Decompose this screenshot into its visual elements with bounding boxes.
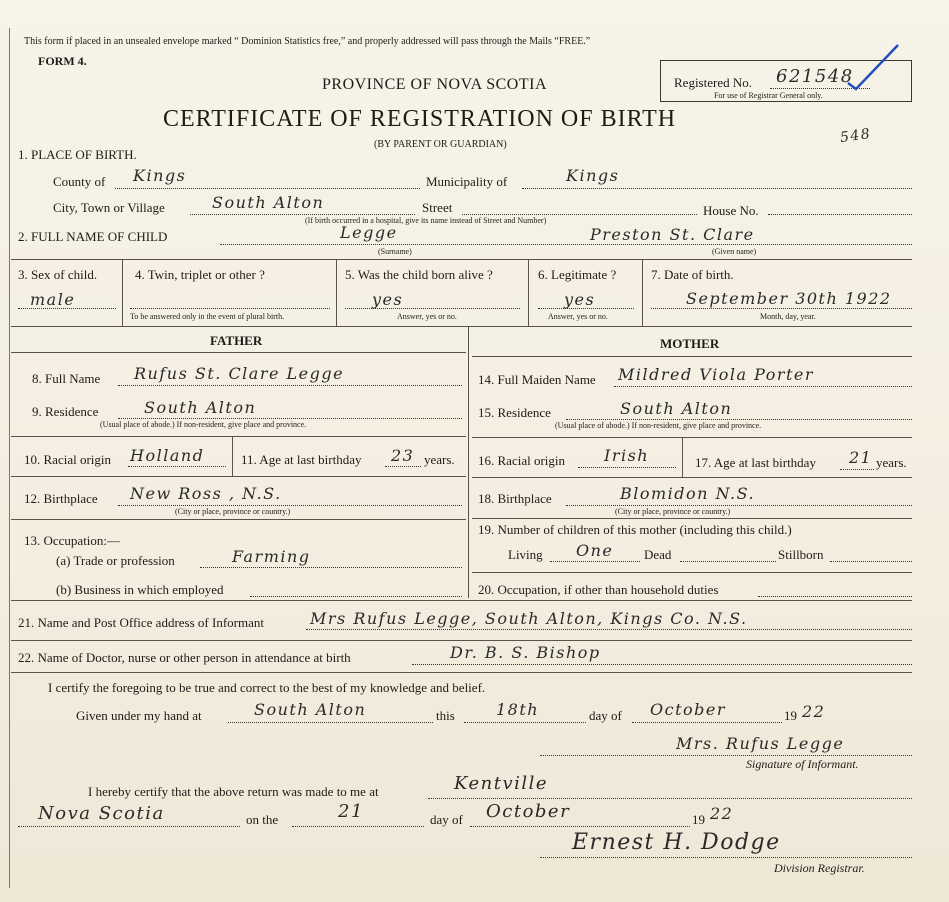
- registrar-place-line: [428, 798, 912, 799]
- mother-birthplace-line: [566, 505, 912, 506]
- father-age-label: 11. Age at last birthday: [241, 452, 362, 467]
- child-name-label: 2. FULL NAME OF CHILD: [18, 229, 168, 244]
- twin-note: To be answered only in the event of plural birth.: [130, 312, 285, 321]
- twin-line: [130, 308, 330, 309]
- date-of-birth-note: Month, day, year.: [760, 312, 816, 321]
- doctor-rule: [11, 672, 912, 673]
- row3-divider-4: [642, 259, 643, 326]
- given-place-line: [228, 722, 433, 723]
- registrar-month-value: October: [486, 801, 571, 822]
- sex-label: 3. Sex of child.: [18, 267, 98, 282]
- province-line: [18, 826, 240, 827]
- row3-divider-1: [122, 259, 123, 326]
- row3-divider-2: [336, 259, 337, 326]
- county-value: Kings: [133, 166, 187, 185]
- legitimate-note: Answer, yes or no.: [548, 312, 608, 321]
- date-of-birth-value: September 30th 1922: [686, 289, 892, 308]
- sex-value: male: [30, 290, 76, 309]
- born-alive-value: yes: [372, 290, 404, 309]
- mother-rule-3: [472, 518, 912, 519]
- certificate-subtitle: (BY PARENT OR GUARDIAN): [374, 139, 507, 150]
- county-label: County of: [53, 174, 106, 189]
- mother-racial-line: [578, 467, 676, 468]
- mother-residence-value: South Alton: [620, 399, 733, 418]
- province-heading: PROVINCE OF NOVA SCOTIA: [322, 76, 548, 93]
- given-name-note: (Given name): [712, 247, 757, 256]
- mother-birthplace-note: (City or place, province or country.): [615, 507, 731, 516]
- informant-signature: Mrs. Rufus Legge: [676, 734, 845, 753]
- business-label: (b) Business in which employed: [56, 582, 224, 597]
- born-alive-note: Answer, yes or no.: [397, 312, 457, 321]
- born-alive-label: 5. Was the child born alive ?: [345, 267, 493, 282]
- registrar-signature: Ernest H. Dodge: [572, 830, 781, 855]
- surname-note: (Surname): [378, 247, 412, 256]
- city-line: [190, 214, 415, 215]
- father-heading: FATHER: [210, 333, 263, 348]
- mother-occupation-line: [758, 596, 912, 597]
- paper-left-edge: [9, 28, 10, 888]
- father-birthplace-label: 12. Birthplace: [24, 491, 98, 506]
- mother-name-label: 14. Full Maiden Name: [478, 372, 596, 387]
- mother-age-value: 21: [849, 448, 873, 467]
- living-label: Living: [508, 547, 543, 562]
- informant-label: 21. Name and Post Office address of Informant: [18, 615, 264, 630]
- registrar-place-value: Kentville: [454, 773, 549, 794]
- mother-birthplace-value: Blomidon N.S.: [620, 484, 756, 503]
- registered-label: Registered No.: [674, 75, 752, 90]
- registrar-signature-label: Division Registrar.: [774, 861, 865, 875]
- hospital-note: (If birth occurred in a hospital, give its name instead of Street and Number): [305, 216, 547, 225]
- child-name-line: [220, 244, 912, 245]
- informant-rule: [11, 640, 912, 641]
- city-label: City, Town or Village: [53, 200, 165, 215]
- mother-racial-value: Irish: [604, 446, 650, 465]
- trade-label: (a) Trade or profession: [56, 553, 175, 568]
- father-rule-2: [11, 476, 466, 477]
- father-birthplace-value: New Ross , N.S.: [130, 484, 282, 503]
- mother-residence-note: (Usual place of abode.) If non-resident, give place and province.: [555, 421, 762, 430]
- registrar-day-line: [292, 826, 424, 827]
- date-of-birth-label: 7. Date of birth.: [651, 267, 734, 282]
- father-rule-3: [11, 519, 466, 520]
- dead-line: [680, 561, 776, 562]
- margin-number: 548: [839, 125, 873, 147]
- living-value: One: [576, 541, 614, 560]
- mother-residence-line: [566, 419, 912, 420]
- mother-racial-divider: [682, 437, 683, 477]
- occupation-label: 13. Occupation:—: [24, 533, 121, 548]
- mother-rule-4: [472, 572, 912, 573]
- stillborn-label: Stillborn: [778, 547, 824, 562]
- cert-year-prefix: 19: [784, 708, 797, 723]
- cert-year-value: 22: [802, 702, 826, 721]
- mother-heading-rule: [472, 356, 912, 357]
- mother-occupation-label: 20. Occupation, if other than household duties: [478, 582, 719, 597]
- municipality-value: Kings: [566, 166, 620, 185]
- trade-line: [200, 567, 462, 568]
- registrar-day-of-label: day of: [430, 812, 463, 827]
- child-surname: Legge: [340, 223, 398, 242]
- registrar-year-value: 22: [710, 804, 734, 823]
- cert-month-value: October: [650, 700, 726, 719]
- form-number: FORM 4.: [38, 54, 87, 68]
- given-under-label: Given under my hand at: [76, 708, 202, 723]
- father-birthplace-note: (City or place, province or country.): [175, 507, 291, 516]
- cert-day-value: 18th: [496, 700, 540, 719]
- place-of-birth-label: 1. PLACE OF BIRTH.: [18, 147, 137, 162]
- legitimate-value: yes: [564, 290, 596, 309]
- father-racial-value: Holland: [130, 446, 205, 465]
- informant-line: [306, 629, 912, 630]
- mother-rule-2: [472, 477, 912, 478]
- doctor-value: Dr. B. S. Bishop: [450, 643, 601, 662]
- mother-residence-label: 15. Residence: [478, 405, 551, 420]
- informant-signature-label: Signature of Informant.: [746, 757, 859, 771]
- mother-age-line: [840, 469, 874, 470]
- certify-statement: I certify the foregoing to be true and correct to the best of my knowledge and belief.: [48, 680, 486, 695]
- registered-number: 621548: [776, 66, 854, 87]
- registrar-only-note: For use of Registrar General only.: [714, 91, 823, 100]
- street-line: [462, 214, 697, 215]
- blue-check-mark-icon: [840, 55, 900, 95]
- father-years-label: years.: [424, 452, 455, 467]
- father-residence-note: (Usual place of abode.) If non-resident, give place and province.: [100, 420, 307, 429]
- given-place-value: South Alton: [254, 700, 367, 719]
- father-racial-divider: [232, 436, 233, 476]
- on-the-label: on the: [246, 812, 279, 827]
- mother-rule-1: [472, 437, 912, 438]
- house-number-label: House No.: [703, 203, 759, 218]
- parents-bottom-rule: [11, 600, 912, 601]
- father-racial-line: [128, 466, 226, 467]
- father-name-line: [118, 385, 462, 386]
- doctor-label: 22. Name of Doctor, nurse or other person in attendance at birth: [18, 650, 351, 665]
- registrar-day-value: 21: [338, 801, 364, 822]
- registrar-statement: I hereby certify that the above return was made to me at: [88, 784, 379, 799]
- father-residence-label: 9. Residence: [32, 404, 99, 419]
- county-line: [115, 188, 420, 189]
- parents-divider: [468, 326, 469, 598]
- row3-divider-3: [528, 259, 529, 326]
- mother-birthplace-label: 18. Birthplace: [478, 491, 552, 506]
- cert-day-line: [464, 722, 586, 723]
- registrar-province-value: Nova Scotia: [38, 803, 165, 824]
- house-number-line: [768, 214, 912, 215]
- trade-value: Farming: [232, 547, 311, 566]
- father-residence-value: South Alton: [144, 398, 257, 417]
- row3-bottom-rule: [11, 326, 912, 327]
- stillborn-line: [830, 561, 912, 562]
- certificate-title: CERTIFICATE OF REGISTRATION OF BIRTH: [163, 106, 677, 132]
- child-given-name: Preston St. Clare: [590, 225, 755, 244]
- twin-label: 4. Twin, triplet or other ?: [135, 267, 265, 282]
- this-label: this: [436, 708, 455, 723]
- father-heading-rule: [11, 352, 466, 353]
- children-count-label: 19. Number of children of this mother (including this child.): [478, 522, 792, 537]
- doctor-line: [412, 664, 912, 665]
- informant-value: Mrs Rufus Legge, South Alton, Kings Co. N.S.: [310, 609, 748, 628]
- municipality-line: [522, 188, 912, 189]
- business-line: [250, 596, 462, 597]
- dead-label: Dead: [644, 547, 672, 562]
- street-label: Street: [422, 200, 453, 215]
- registrar-month-line: [470, 826, 690, 827]
- father-birthplace-line: [118, 505, 462, 506]
- father-rule-1: [11, 436, 466, 437]
- living-line: [550, 561, 640, 562]
- father-racial-label: 10. Racial origin: [24, 452, 112, 467]
- father-name-label: 8. Full Name: [32, 371, 101, 386]
- row3-top-rule: [11, 259, 912, 260]
- cert-month-line: [632, 722, 782, 723]
- mother-years-label: years.: [876, 455, 907, 470]
- father-age-line: [385, 466, 421, 467]
- mother-name-value: Mildred Viola Porter: [618, 365, 815, 384]
- father-residence-line: [118, 418, 462, 419]
- mother-name-line: [614, 386, 912, 387]
- legitimate-label: 6. Legitimate ?: [538, 267, 617, 282]
- mother-racial-label: 16. Racial origin: [478, 453, 566, 468]
- city-value: South Alton: [212, 193, 325, 212]
- father-age-value: 23: [391, 446, 415, 465]
- postal-notice: This form if placed in an unsealed envelope marked “ Dominion Statistics free,” and properly addressed will pass through the Mails “FREE.”: [24, 36, 591, 47]
- father-name-value: Rufus St. Clare Legge: [134, 364, 345, 383]
- registrar-year-prefix: 19: [692, 812, 705, 827]
- municipality-label: Municipality of: [426, 174, 508, 189]
- cert-day-of-label: day of: [589, 708, 622, 723]
- registrar-signature-line: [540, 857, 912, 858]
- mother-age-label: 17. Age at last birthday: [695, 455, 816, 470]
- mother-heading: MOTHER: [660, 336, 720, 351]
